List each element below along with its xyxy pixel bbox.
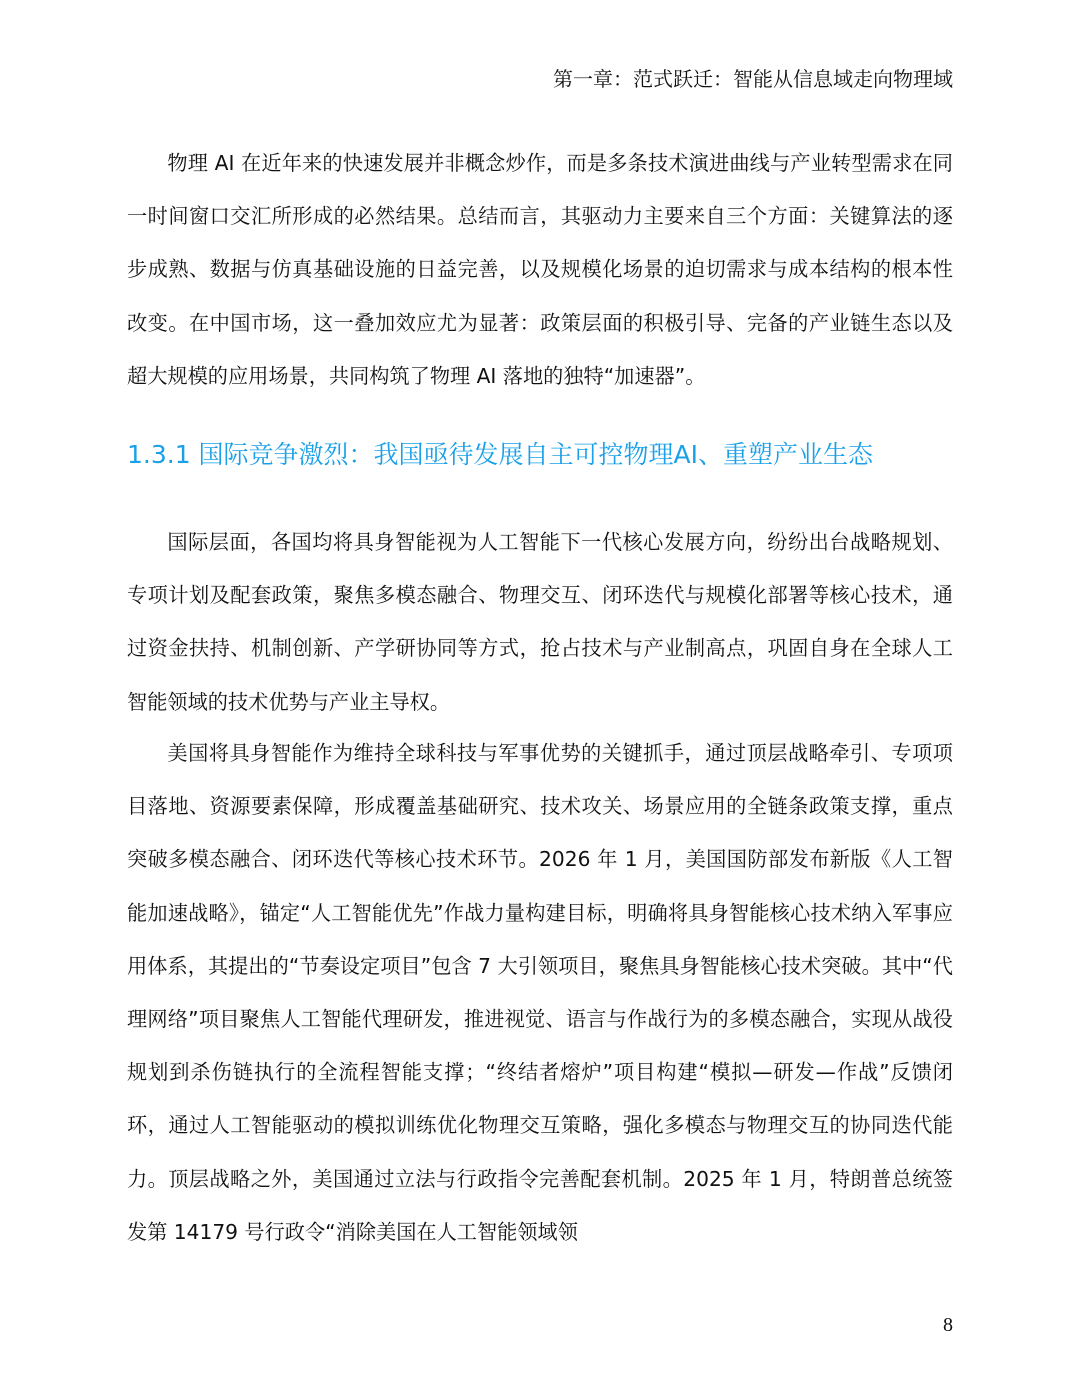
page-number: 8 xyxy=(943,1314,953,1336)
section-heading: 1.3.1 国际竞争激烈：我国亟待发展自主可控物理AI、重塑产业生态 xyxy=(127,440,874,469)
body-paragraph-2: 国际层面，各国均将具身智能视为人工智能下一代核心发展方向，纷纷出台战略规划、专项计划及配套政策，聚焦多模态融合、物理交互、闭环迭代与规模化部署等核心技术，通过资金扶持、机制创新、产学研协同等方式，抢占技术与产业制高点，巩固自身在全球人工智能领域的技术优势与产业主导权。 xyxy=(127,530,953,714)
running-header: 第一章：范式跃迁：智能从信息域走向物理域 xyxy=(553,67,953,91)
body-paragraph-3: 美国将具身智能作为维持全球科技与军事优势的关键抓手，通过顶层战略牵引、专项项目落地、资源要素保障，形成覆盖基础研究、技术攻关、场景应用的全链条政策支撑，重点突破多模态融合、闭环迭代等核心技术环节。2026 年 1 月，美国国防部发布新版《人工智能加速战略》，锚定“人工智能优先”作战力量构建目标，明确将具身智能核心技术纳入军事应用体系，其提出的“节奏设定项目”包含 7 大引领项目，聚焦具身智能核心技术突破。其中“代理网络”项目聚焦人工智能代理研发，推进视觉、语言与作战行为的多模态融合，实现从战役规划到杀伤链执行的全流程智能支撑；“终结者熔炉”项目构建“模拟—研发—作战”反馈闭环，通过人工智能驱动的模拟训练优化物理交互策略，强化多模态与物理交互的协同迭代能力。顶层战略之外，美国通过立法与行政指令完善配套机制。2025 年 1 月，特朗普总统签发第 14179 号行政令“消除美国在人工智能领域领 xyxy=(127,741,953,1244)
body-paragraph-1: 物理 AI 在近年来的快速发展并非概念炒作，而是多条技术演进曲线与产业转型需求在同一时间窗口交汇所形成的必然结果。总结而言，其驱动力主要来自三个方面：关键算法的逐步成熟、数据与仿真基础设施的日益完善，以及规模化场景的迫切需求与成本结构的根本性改变。在中国市场，这一叠加效应尤为显著：政策层面的积极引导、完备的产业链生态以及超大规模的应用场景，共同构筑了物理 AI 落地的独特“加速器”。 xyxy=(127,151,953,388)
